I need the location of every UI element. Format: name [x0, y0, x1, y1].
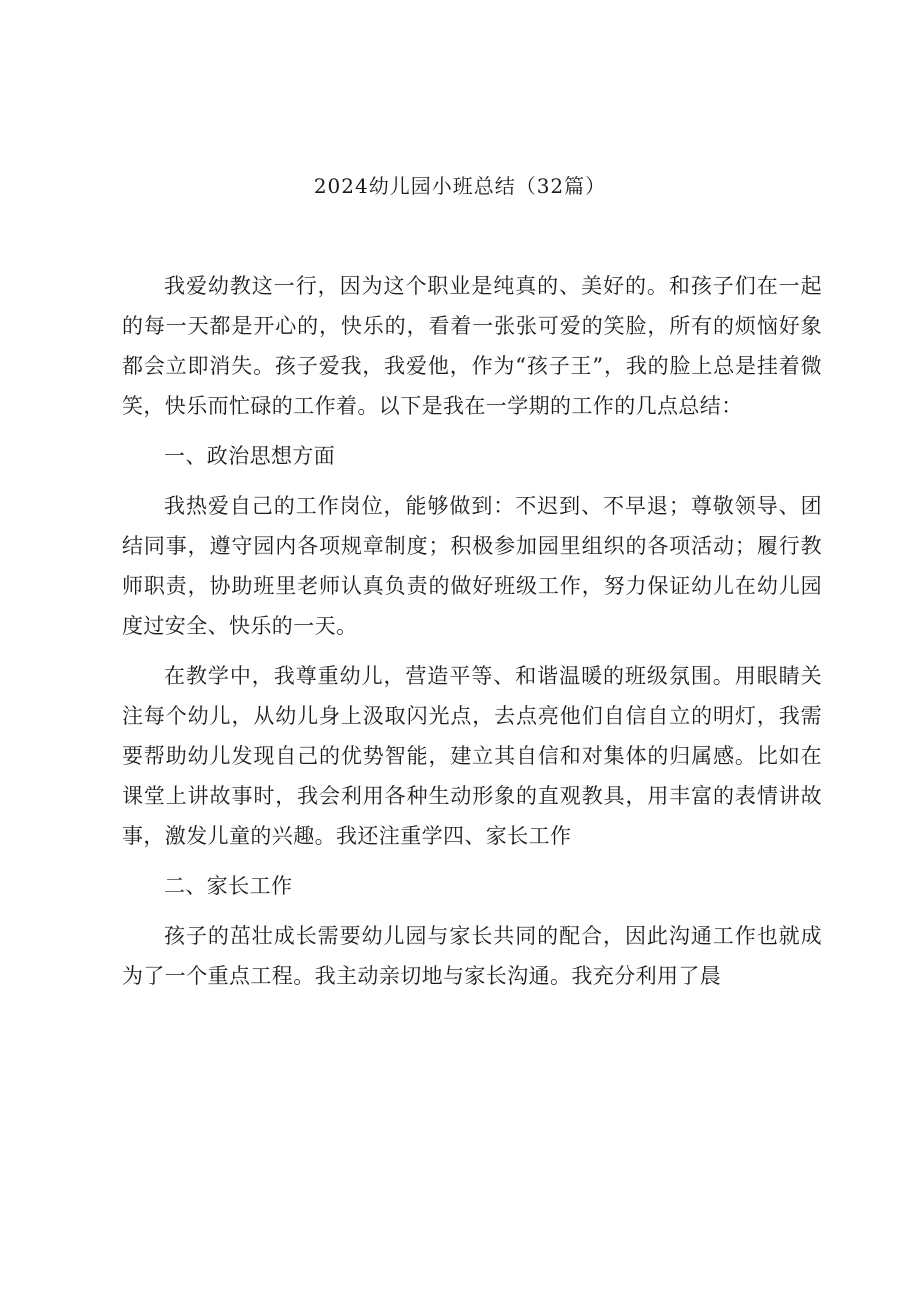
- paragraph-intro: 我爱幼教这一行，因为这个职业是纯真的、美好的。和孩子们在一起的每一天都是开心的，快乐的，看着一张张可爱的笑脸，所有的烦恼好象都会立即消失。孩子爱我，我爱他，作为“孩子王”，我的脸上总是挂着微笑，快乐而忙碌的工作着。以下是我在一学期的工作的几点总结：: [122, 274, 822, 418]
- document-body: [122, 266, 822, 1006]
- paragraph-teaching: 在教学中，我尊重幼儿，营造平等、和谐温暖的班级氛围。用眼睛关注每个幼儿，从幼儿身上汲取闪光点，去点亮他们自信自立的明灯，我需要帮助幼儿发现自己的优势智能，建立其自信和对集体的归属感。比如在课堂上讲故事时，我会利用各种生动形象的直观教具，用丰富的表情讲故事，激发儿童的兴趣。我还注重学四、家长工作: [122, 664, 822, 848]
- section-heading-parents: 二、家长工作: [164, 874, 293, 898]
- paragraph-political: 我热爱自己的工作岗位，能够做到：不迟到、不早退；尊敬领导、团结同事，遵守园内各项规章制度；积极参加园里组织的各项活动；履行教师职责，协助班里老师认真负责的做好班级工作，努力保证幼儿在幼儿园度过安全、快乐的一天。: [122, 494, 822, 638]
- section-heading-political: 一、政治思想方面: [164, 444, 336, 468]
- document-title: 2024幼儿园小班总结（32篇）: [313, 174, 607, 198]
- paragraph-parents: 孩子的茁壮成长需要幼儿园与家长共同的配合，因此沟通工作也就成为了一个重点工程。我主动亲切地与家长沟通。我充分利用了晨: [122, 924, 822, 988]
